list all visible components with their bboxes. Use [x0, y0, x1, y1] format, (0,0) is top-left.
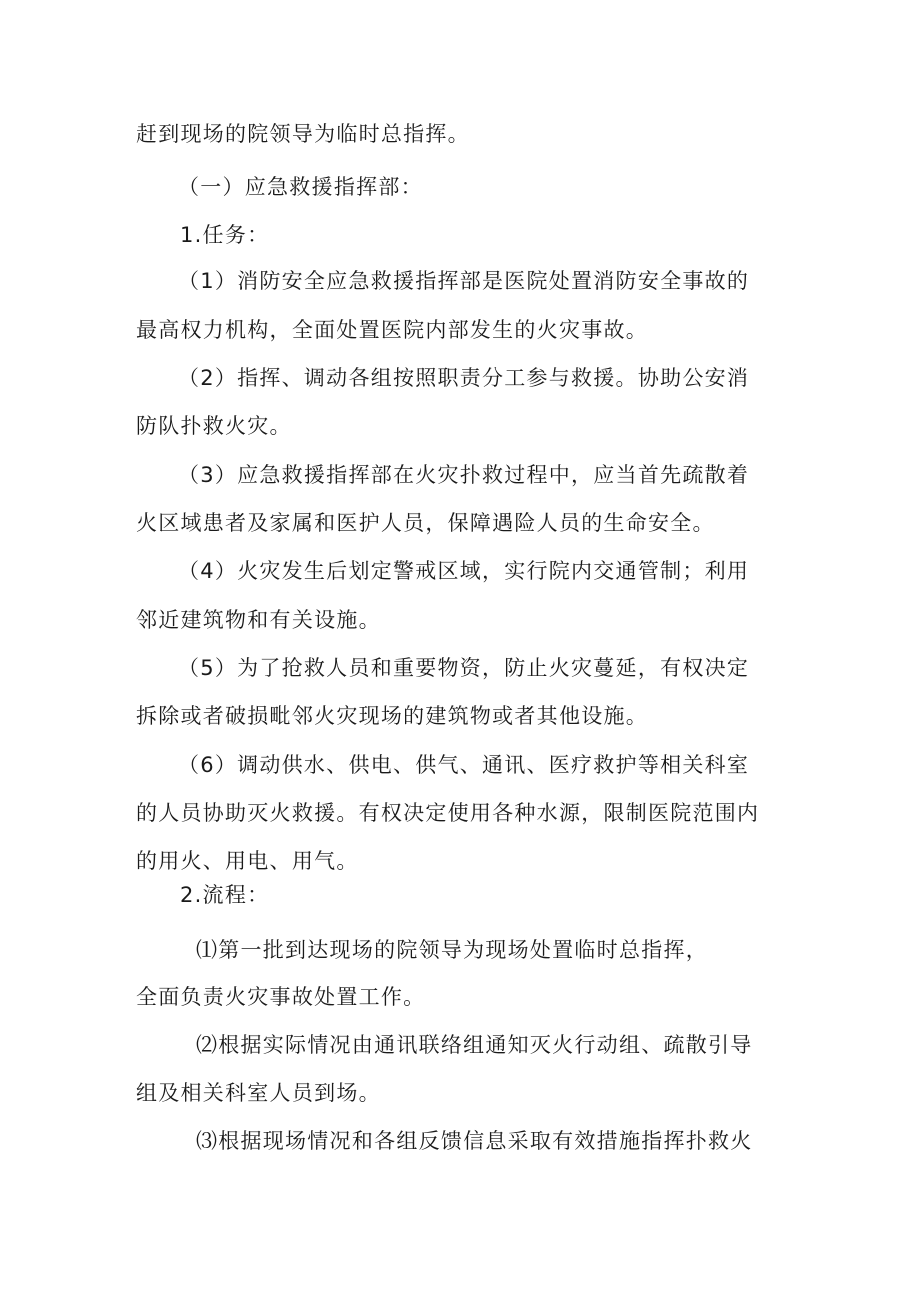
text-line: 防队扑救火灾。 — [136, 414, 292, 438]
text-line: 火区域患者及家属和医护人员，保障遇险人员的生命安全。 — [136, 511, 715, 535]
text-line: 全面负责火灾事故处置工作。 — [136, 985, 426, 1009]
section-heading: （一）应急救援指挥部： — [178, 175, 423, 199]
text-line: 赶到现场的院领导为临时总指挥。 — [136, 122, 470, 146]
text-line: （3）应急救援指挥部在火灾扑救过程中，应当首先疏散着 — [178, 463, 750, 487]
text-line: ⑵根据实际情况由通讯联络组通知灭火行动组、疏散引导 — [196, 1033, 753, 1057]
subsection-heading: 2.流程： — [180, 883, 270, 907]
text-line: 邻近建筑物和有关设施。 — [136, 608, 381, 632]
text-line: （1）消防安全应急救援指挥部是医院处置消防安全事故的 — [178, 269, 750, 293]
text-line: 的人员协助灭火救援。有权决定使用各种水源，限制医院范围内 — [136, 801, 760, 825]
text-line: 拆除或者破损毗邻火灾现场的建筑物或者其他设施。 — [136, 704, 648, 728]
text-line: 的用火、用电、用气。 — [136, 849, 359, 873]
text-line: （4）火灾发生后划定警戒区域，实行院内交通管制；利用 — [178, 559, 750, 583]
text-line: （6）调动供水、供电、供气、通讯、医疗救护等相关科室 — [178, 753, 750, 777]
text-line: 最高权力机构，全面处置医院内部发生的火灾事故。 — [136, 318, 648, 342]
text-line: （5）为了抢救人员和重要物资，防止火灾蔓延，有权决定 — [178, 656, 750, 680]
text-line: ⑶根据现场情况和各组反馈信息采取有效措施指挥扑救火 — [196, 1129, 753, 1153]
text-line: ⑴第一批到达现场的院领导为现场处置临时总指挥， — [196, 938, 708, 962]
text-line: （2）指挥、调动各组按照职责分工参与救援。协助公安消 — [178, 366, 750, 390]
text-line: 组及相关科室人员到场。 — [136, 1081, 381, 1105]
subsection-heading: 1.任务： — [180, 223, 270, 247]
